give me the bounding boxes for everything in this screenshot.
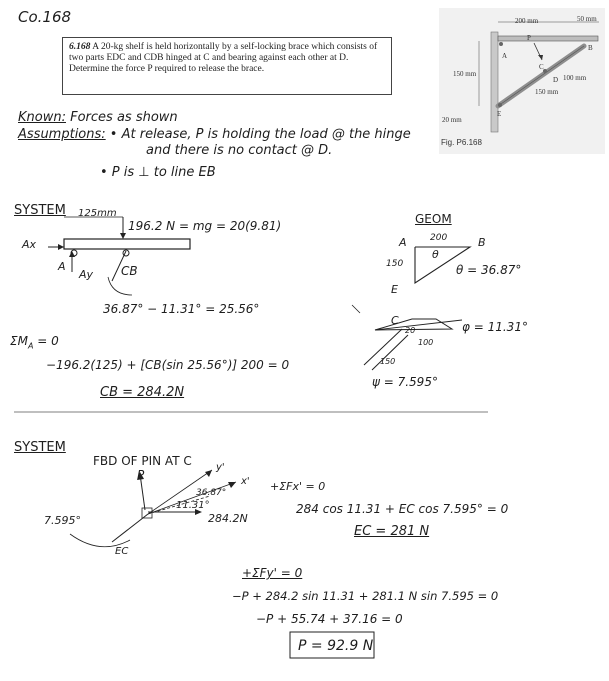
geom-c150: 150	[380, 357, 396, 366]
dim-150-diag: 150 mm	[535, 88, 559, 96]
geom-c20: 20	[405, 326, 416, 335]
moment-eq-zero: = 0	[33, 334, 59, 348]
geom-c: C	[391, 314, 399, 327]
moment-label: ΣM	[10, 334, 28, 348]
geom-phi: φ = 11.31°	[462, 320, 528, 334]
system1-moment-eq: −196.2(125) + [CB(sin 25.56°)] 200 = 0	[46, 358, 290, 372]
dim-200: 200 mm	[515, 17, 539, 25]
assumption-1: • At release, P is holding the load @ the hinge	[109, 127, 411, 142]
problem-statement-box	[62, 37, 392, 95]
geom-c100: 100	[418, 338, 434, 347]
system2-x-axis: x'	[241, 476, 250, 487]
eq-fy-2: −P + 55.74 + 37.16 = 0	[256, 612, 403, 626]
final-answer: P = 92.9 N	[298, 638, 374, 654]
system1-weight: 196.2 N = mg = 20(9.81)	[128, 219, 282, 233]
system1-angle-calc: 36.87° − 11.31° = 25.56°	[103, 302, 260, 316]
system2-angle-3687: 36.87°	[196, 488, 227, 498]
system1-distance: 125mm	[78, 208, 117, 219]
system2-force-cb: 284.2N	[208, 512, 248, 525]
geom-ab: 200	[430, 233, 448, 243]
fig-point-a: A	[502, 52, 508, 60]
system1-result: CB = 284.2N	[100, 385, 185, 400]
system1-diagram	[0, 195, 609, 420]
problem-text-block	[69, 42, 387, 75]
fig-point-e: E	[497, 110, 502, 118]
moment-sub: A	[27, 341, 34, 351]
known-line	[18, 110, 178, 125]
dim-100: 100 mm	[563, 74, 587, 82]
system1-a: A	[58, 260, 66, 273]
figure-panel	[439, 8, 605, 154]
fig-point-p: P	[527, 34, 531, 42]
geom-ae: 150	[386, 259, 404, 269]
dim-150-side: 150 mm	[453, 70, 477, 78]
known-label: Known:	[18, 110, 66, 125]
geom-psi: ψ = 7.595°	[372, 375, 438, 389]
geom-b: B	[478, 236, 486, 249]
sum-fx: +ΣFx' = 0	[270, 480, 326, 493]
geom-theta-symbol: θ	[432, 248, 439, 261]
system2-ec: EC	[115, 546, 129, 557]
assumption-3: • P is ⊥ to line EB	[100, 165, 216, 180]
problem-number: 6.168	[69, 42, 91, 52]
page-title: Co.168	[18, 8, 72, 26]
system2-fbd-title: FBD OF PIN AT C	[93, 454, 192, 468]
fig-point-b: B	[588, 44, 593, 52]
system2-angle-7595: 7.595°	[44, 514, 81, 527]
ec-result: EC = 281 N	[354, 524, 430, 539]
system1-ax: Ax	[22, 238, 37, 251]
dim-20: 20 mm	[442, 116, 462, 124]
system1-cb: CB	[121, 264, 138, 278]
fig-point-c: C	[539, 63, 544, 71]
system1-label: SYSTEM	[14, 203, 66, 218]
dim-50: 50 mm	[577, 15, 597, 23]
problem-text: A 20-kg shelf is held horizontally by a self-locking brace which consists of two parts EDC and CDB hinged at C and bearing against each other at D. Determine the force P required to release the brace.	[69, 42, 378, 74]
figure-caption: Fig. P6.168	[441, 138, 482, 147]
system2-label: SYSTEM	[14, 440, 66, 455]
assumptions-label: Assumptions:	[18, 127, 106, 142]
assumption-2: and there is no contact @ D.	[146, 143, 333, 158]
system1-moment-sum	[10, 334, 59, 350]
system2-p: P	[137, 468, 145, 482]
eq-fx: 284 cos 11.31 + EC cos 7.595° = 0	[296, 502, 509, 516]
geom-a: A	[399, 236, 407, 249]
geom-theta: θ = 36.87°	[456, 263, 522, 277]
system1-ay: Ay	[79, 268, 94, 281]
system2-y-axis: y'	[216, 462, 225, 473]
geom-e: E	[391, 283, 398, 296]
known-text: Forces as shown	[70, 110, 178, 125]
system2-angle-1131: 11.31°	[176, 500, 210, 511]
geom-label: GEOM	[415, 212, 452, 226]
fig-point-d: D	[553, 76, 559, 84]
eq-fy-1: −P + 284.2 sin 11.31 + 281.1 N sin 7.595 = 0	[232, 589, 499, 603]
assumptions-line-1	[18, 127, 411, 142]
sum-fy: +ΣFy' = 0	[242, 566, 303, 580]
